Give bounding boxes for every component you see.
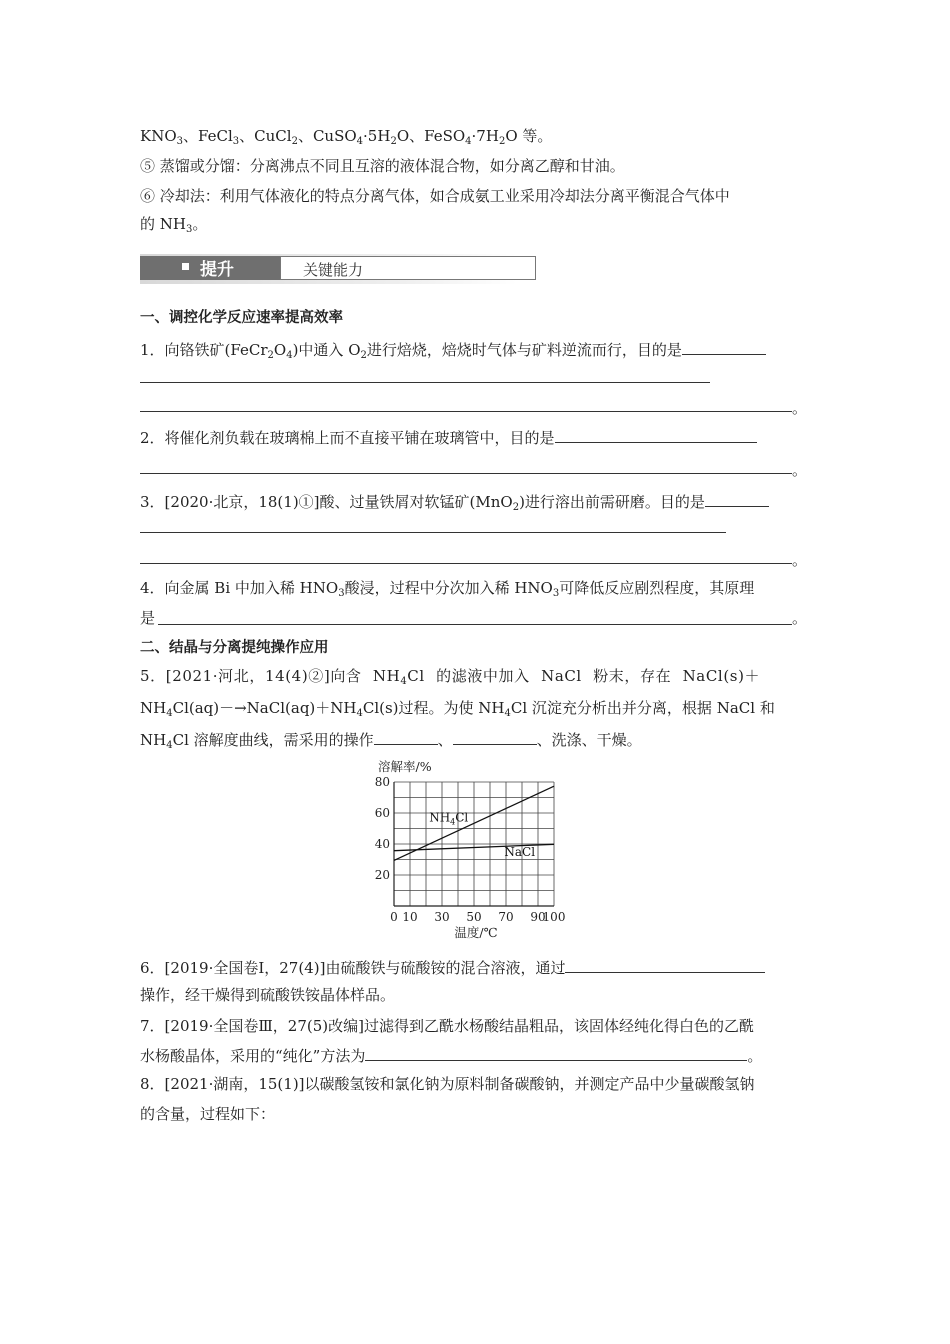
section-banner <box>140 254 517 284</box>
y-axis-label: 溶解率/% <box>378 759 432 774</box>
x-tick-label: 90 <box>530 910 546 924</box>
y-tick-label: 40 <box>374 837 390 851</box>
question-6-cont: 操作，经干燥得到硫酸铁铵晶体样品。 <box>140 986 396 1004</box>
question-5-line2: $NH_4Cl(aq)-\to NaCl(aq)+NH_4Cl(s)$过程。为使 $NH_4Cl$ 沉淀充分析出并分离，根据 NaCl 和 <box>140 699 775 719</box>
question-8: 8．[2021·湖南，15(1)]以碳酸氢铵和氯化钠为原料制备碳酸钠，并测定产品中少量碳酸氢钠 <box>140 1075 755 1093</box>
answer-blank[interactable] <box>565 956 765 973</box>
banner-label-text: 关键能力 <box>303 261 364 279</box>
period: 。 <box>792 609 808 627</box>
y-tick-label: 20 <box>374 868 390 882</box>
answer-line[interactable] <box>140 532 726 533</box>
x-tick-label: 30 <box>434 910 450 924</box>
text-line-cooling: ⑥ 冷却法：利用气体液化的特点分离气体，如合成氨工业采用冷却法分离平衡混合气体中 <box>140 187 730 205</box>
y-tick-label: 60 <box>374 806 390 820</box>
answer-line[interactable] <box>140 411 792 412</box>
answer-blank[interactable] <box>365 1044 747 1061</box>
x-tick-label: 50 <box>466 910 482 924</box>
section2-heading: 二、结晶与分离提纯操作应用 <box>140 640 329 656</box>
answer-line[interactable] <box>140 473 792 474</box>
answer-line[interactable] <box>158 624 792 625</box>
question-4-cont: 是 <box>140 609 156 627</box>
x-tick-label: 10 <box>402 910 418 924</box>
question-2: 2．将催化剂负载在玻璃棉上而不直接平铺在玻璃管中，目的是 <box>140 426 757 448</box>
series-label-nh4cl: $NH_4Cl$ <box>429 810 469 827</box>
text-line-salts: $KNO_3$、FeCl$_3$、CuCl$_2$、$CuSO_4\cdot 5H_2O$、$FeSO_4\cdot 7H_2O$ 等。 <box>140 127 553 147</box>
square-bullet-icon <box>182 263 189 270</box>
series-label-nacl: NaCl <box>504 845 536 860</box>
question-6: 6．[2019·全国卷Ⅰ，27(4)]由硫酸铁与硫酸铵的混合溶液，通过 <box>140 956 765 978</box>
question-5-line3: $NH_4Cl$ 溶解度曲线，需采用的操作 、 、洗涤、干燥。 <box>140 728 642 750</box>
banner-tag-text: 提升 <box>200 260 234 280</box>
period: 。 <box>792 551 808 569</box>
text-line-distillation: ⑤ 蒸馏或分馏：分离沸点不同且互溶的液体混合物，如分离乙醇和甘油。 <box>140 157 625 175</box>
question-1: 1．向铬铁矿$(FeCr_2O_4)$中通入 $O_2$进行焙烧，焙烧时气体与矿料逆流而行，目的是 <box>140 338 766 360</box>
answer-blank[interactable] <box>555 426 757 443</box>
answer-blank[interactable] <box>682 338 766 355</box>
question-4: 4．向金属 Bi 中加入稀 $HNO_3$酸浸，过程中分次加入稀 $HNO_3$可降低反应剧烈程度，其原理 <box>140 579 755 599</box>
question-7: 7．[2019·全国卷Ⅲ，27(5)改编]过滤得到乙酰水杨酸结晶粗品，该固体经纯化得白色的乙酰 <box>140 1017 754 1035</box>
x-tick-label: 70 <box>498 910 514 924</box>
section1-heading: 一、调控化学反应速率提高效率 <box>140 310 343 326</box>
answer-blank[interactable] <box>453 728 537 745</box>
solubility-chart <box>350 756 610 946</box>
question-5: 5．[2021·河北，14(4)②]向含 $NH_4Cl$ 的滤液中加入 NaCl 粉末，存在 NaCl(s)＋ <box>140 667 761 687</box>
text-line-nh3: 的 $NH_3$。 <box>140 215 208 235</box>
question-7-cont: 水杨酸晶体，采用的“纯化”方法为 。 <box>140 1044 762 1066</box>
answer-blank[interactable] <box>374 728 438 745</box>
x-tick-label: 0 <box>390 910 398 924</box>
period: 。 <box>792 461 808 479</box>
answer-line[interactable] <box>140 382 710 383</box>
x-tick-label: 100 <box>542 910 566 924</box>
y-tick-label: 80 <box>374 775 390 789</box>
period: 。 <box>792 399 808 417</box>
question-8-cont: 的含量，过程如下： <box>140 1105 276 1123</box>
answer-blank[interactable] <box>705 490 769 507</box>
x-axis-label: 温度/℃ <box>454 925 498 940</box>
answer-line[interactable] <box>140 563 792 564</box>
question-3: 3．[2020·北京，18(1)①]酸、过量铁屑对软锰矿(MnO$_2$)进行溶出前需研磨。目的是 <box>140 490 769 512</box>
